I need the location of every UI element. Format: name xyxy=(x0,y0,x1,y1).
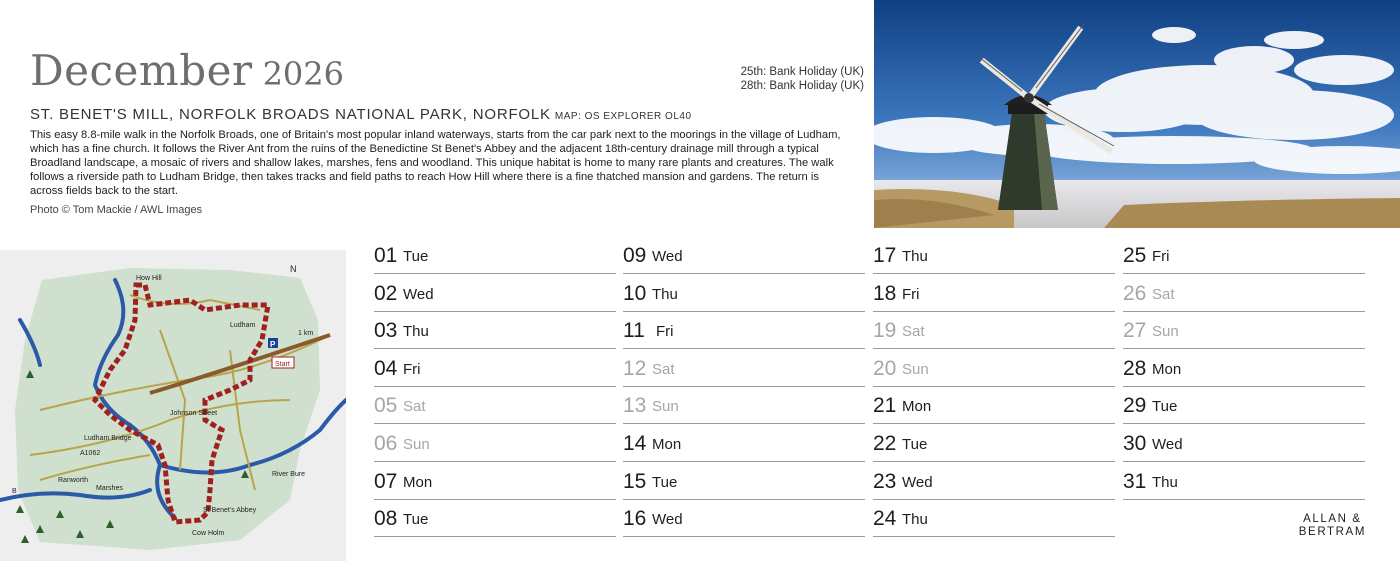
walk-description: This easy 8.8-mile walk in the Norfolk Broads, one of Britain's most popular inland waterways, starts from the car park next to the moorings in the village of Ludham, which has a fine church. It follows the River Ant from the ruins of the Benedictine St Benet's Abbey and the adjacent 18th-century drainage mill through a typical Broadland landscape, a mosaic of rivers and shallow lakes, marshes, fens and woodland. This unique habitat is home to many rare plants and creatures. The walk follows a riverside path to Ludham Bridge, then takes tracks and field paths to reach How Hill where there is a fine thatched mansion and gardens. The return is across fields back to the start. xyxy=(30,129,841,198)
map-label-river-bure: River Bure xyxy=(272,471,306,478)
day-number: 15 xyxy=(623,469,647,493)
calendar-day-10 xyxy=(623,274,865,312)
day-number: 03 xyxy=(374,319,398,343)
day-weekday: Mon xyxy=(652,436,682,453)
calendar-day-27 xyxy=(1123,311,1365,349)
day-number: 25 xyxy=(1123,244,1147,267)
day-weekday: Sat xyxy=(652,360,675,378)
calendar-day-05 xyxy=(374,386,616,424)
day-weekday: Fri xyxy=(1152,248,1170,265)
publisher-line-1: ALLAN & xyxy=(1303,513,1362,525)
day-weekday: Tue xyxy=(902,436,928,453)
publisher-logo xyxy=(1299,513,1366,538)
calendar-day-16 xyxy=(623,499,865,537)
calendar-day-03 xyxy=(374,311,616,349)
calendar-day-02 xyxy=(374,274,616,312)
day-weekday: Sun xyxy=(1152,323,1179,341)
calendar-day-14 xyxy=(623,424,865,462)
calendar-day-13 xyxy=(623,386,865,424)
map-label-b-road: B xyxy=(12,488,17,495)
map-label-ludham-bridge: Ludham Bridge xyxy=(84,435,132,442)
start-label: Start xyxy=(275,361,290,368)
day-number: 14 xyxy=(623,432,647,455)
day-number: 28 xyxy=(1123,356,1147,380)
calendar-day-07 xyxy=(374,462,616,500)
calendar-day-23 xyxy=(873,462,1115,500)
calendar-day-06 xyxy=(374,424,616,462)
day-number: 27 xyxy=(1123,319,1147,343)
day-weekday: Wed xyxy=(652,248,683,265)
calendar-day-22 xyxy=(873,424,1115,462)
route-map xyxy=(0,250,346,561)
day-number: 07 xyxy=(374,469,398,493)
day-number: 12 xyxy=(623,356,647,380)
day-number: 11 xyxy=(623,319,645,343)
holiday-item: 25th: Bank Holiday (UK) xyxy=(740,66,864,78)
day-number: 13 xyxy=(623,394,647,418)
day-number: 22 xyxy=(873,432,897,455)
day-weekday: Fri xyxy=(656,323,674,341)
day-number: 19 xyxy=(873,319,897,343)
calendar-day-08 xyxy=(374,499,616,537)
day-weekday: Thu xyxy=(403,323,429,341)
day-weekday: Sat xyxy=(1152,285,1175,303)
holiday-item: 28th: Bank Holiday (UK) xyxy=(740,80,864,92)
calendar-day-01 xyxy=(374,236,616,274)
year: 2026 xyxy=(262,55,344,93)
calendar-day-18 xyxy=(873,274,1115,312)
day-weekday: Sun xyxy=(403,436,430,453)
calendar-day-29 xyxy=(1123,386,1365,424)
calendar-day-31 xyxy=(1123,462,1365,500)
day-weekday: Thu xyxy=(902,248,928,265)
day-number: 16 xyxy=(623,507,647,531)
map-label-north: N xyxy=(290,264,297,274)
route-map-art xyxy=(0,250,346,561)
day-number: 26 xyxy=(1123,281,1147,305)
day-number: 31 xyxy=(1123,469,1147,493)
day-number: 01 xyxy=(374,244,398,267)
calendar-day-30 xyxy=(1123,424,1365,462)
day-weekday: Fri xyxy=(902,285,920,303)
calendar-day-12 xyxy=(623,349,865,387)
day-weekday: Sun xyxy=(652,398,679,416)
calendar-day-17 xyxy=(873,236,1115,274)
calendar-day-19 xyxy=(873,311,1115,349)
day-number: 08 xyxy=(374,507,398,531)
day-weekday: Thu xyxy=(1152,473,1178,491)
day-number: 04 xyxy=(374,356,398,380)
day-weekday: Wed xyxy=(902,473,933,491)
map-label-road: A1062 xyxy=(80,450,101,457)
windmill-photo xyxy=(874,0,1400,228)
map-label-ludham: Ludham xyxy=(230,322,256,329)
day-number: 02 xyxy=(374,281,398,305)
day-number: 17 xyxy=(873,244,897,267)
map-label-ranworth: Ranworth xyxy=(58,477,88,484)
month-name: December xyxy=(30,46,253,95)
publisher-line-2: BERTRAM xyxy=(1298,525,1366,538)
photo-credit: Photo © Tom Mackie / AWL Images xyxy=(30,204,203,216)
day-number: 20 xyxy=(873,356,897,380)
map-label-marshes: Marshes xyxy=(96,485,123,492)
day-weekday: Thu xyxy=(652,285,678,303)
day-number: 10 xyxy=(623,281,647,305)
windmill-photo-art xyxy=(874,0,1400,228)
day-weekday: Thu xyxy=(902,511,928,529)
day-number: 21 xyxy=(873,394,897,418)
day-weekday: Fri xyxy=(403,360,421,378)
month-title xyxy=(30,46,344,95)
calendar-day-26 xyxy=(1123,274,1365,312)
day-number: 06 xyxy=(374,432,398,455)
day-weekday: Tue xyxy=(1152,398,1178,416)
day-weekday: Tue xyxy=(403,248,429,265)
parking-label: P xyxy=(270,340,276,349)
map-reference: MAP: OS EXPLORER OL40 xyxy=(554,111,692,122)
day-number: 30 xyxy=(1123,432,1147,455)
day-weekday: Wed xyxy=(652,511,683,529)
day-weekday: Mon xyxy=(1152,360,1182,378)
day-number: 05 xyxy=(374,394,398,418)
day-weekday: Sun xyxy=(902,360,929,378)
day-weekday: Wed xyxy=(403,285,434,303)
calendar-day-04 xyxy=(374,349,616,387)
day-weekday: Tue xyxy=(652,473,678,491)
calendar-day-24 xyxy=(873,499,1115,537)
day-weekday: Sat xyxy=(403,398,426,416)
map-label-johnson-street: Johnson Street xyxy=(170,410,218,417)
calendar-day-25 xyxy=(1123,236,1365,274)
calendar-day-28 xyxy=(1123,349,1365,387)
calendar-day-09 xyxy=(623,236,865,274)
day-number: 18 xyxy=(873,281,897,305)
day-weekday: Mon xyxy=(902,398,932,416)
walk-title: ST. BENET'S MILL, NORFOLK BROADS NATIONAL PARK, NORFOLK xyxy=(30,106,551,123)
day-weekday: Sat xyxy=(902,323,925,341)
day-number: 23 xyxy=(873,469,897,493)
day-weekday: Tue xyxy=(403,511,429,529)
day-weekday: Mon xyxy=(403,473,433,491)
holiday-list xyxy=(741,65,864,93)
walk-heading xyxy=(30,106,692,123)
map-label-scale: 1 km xyxy=(298,330,314,337)
map-label-how-hill: How Hill xyxy=(136,275,162,282)
calendar-day-15 xyxy=(623,462,865,500)
day-weekday: Wed xyxy=(1152,436,1183,453)
map-label-st-benets-abbey: St Benet's Abbey xyxy=(203,507,257,514)
calendar-day-11 xyxy=(623,311,865,349)
calendar-day-21 xyxy=(873,386,1115,424)
calendar-day-20 xyxy=(873,349,1115,387)
map-label-cow-holm: Cow Holm xyxy=(192,530,225,537)
day-number: 09 xyxy=(623,244,647,267)
day-number: 29 xyxy=(1123,394,1147,418)
day-number: 24 xyxy=(873,507,897,531)
